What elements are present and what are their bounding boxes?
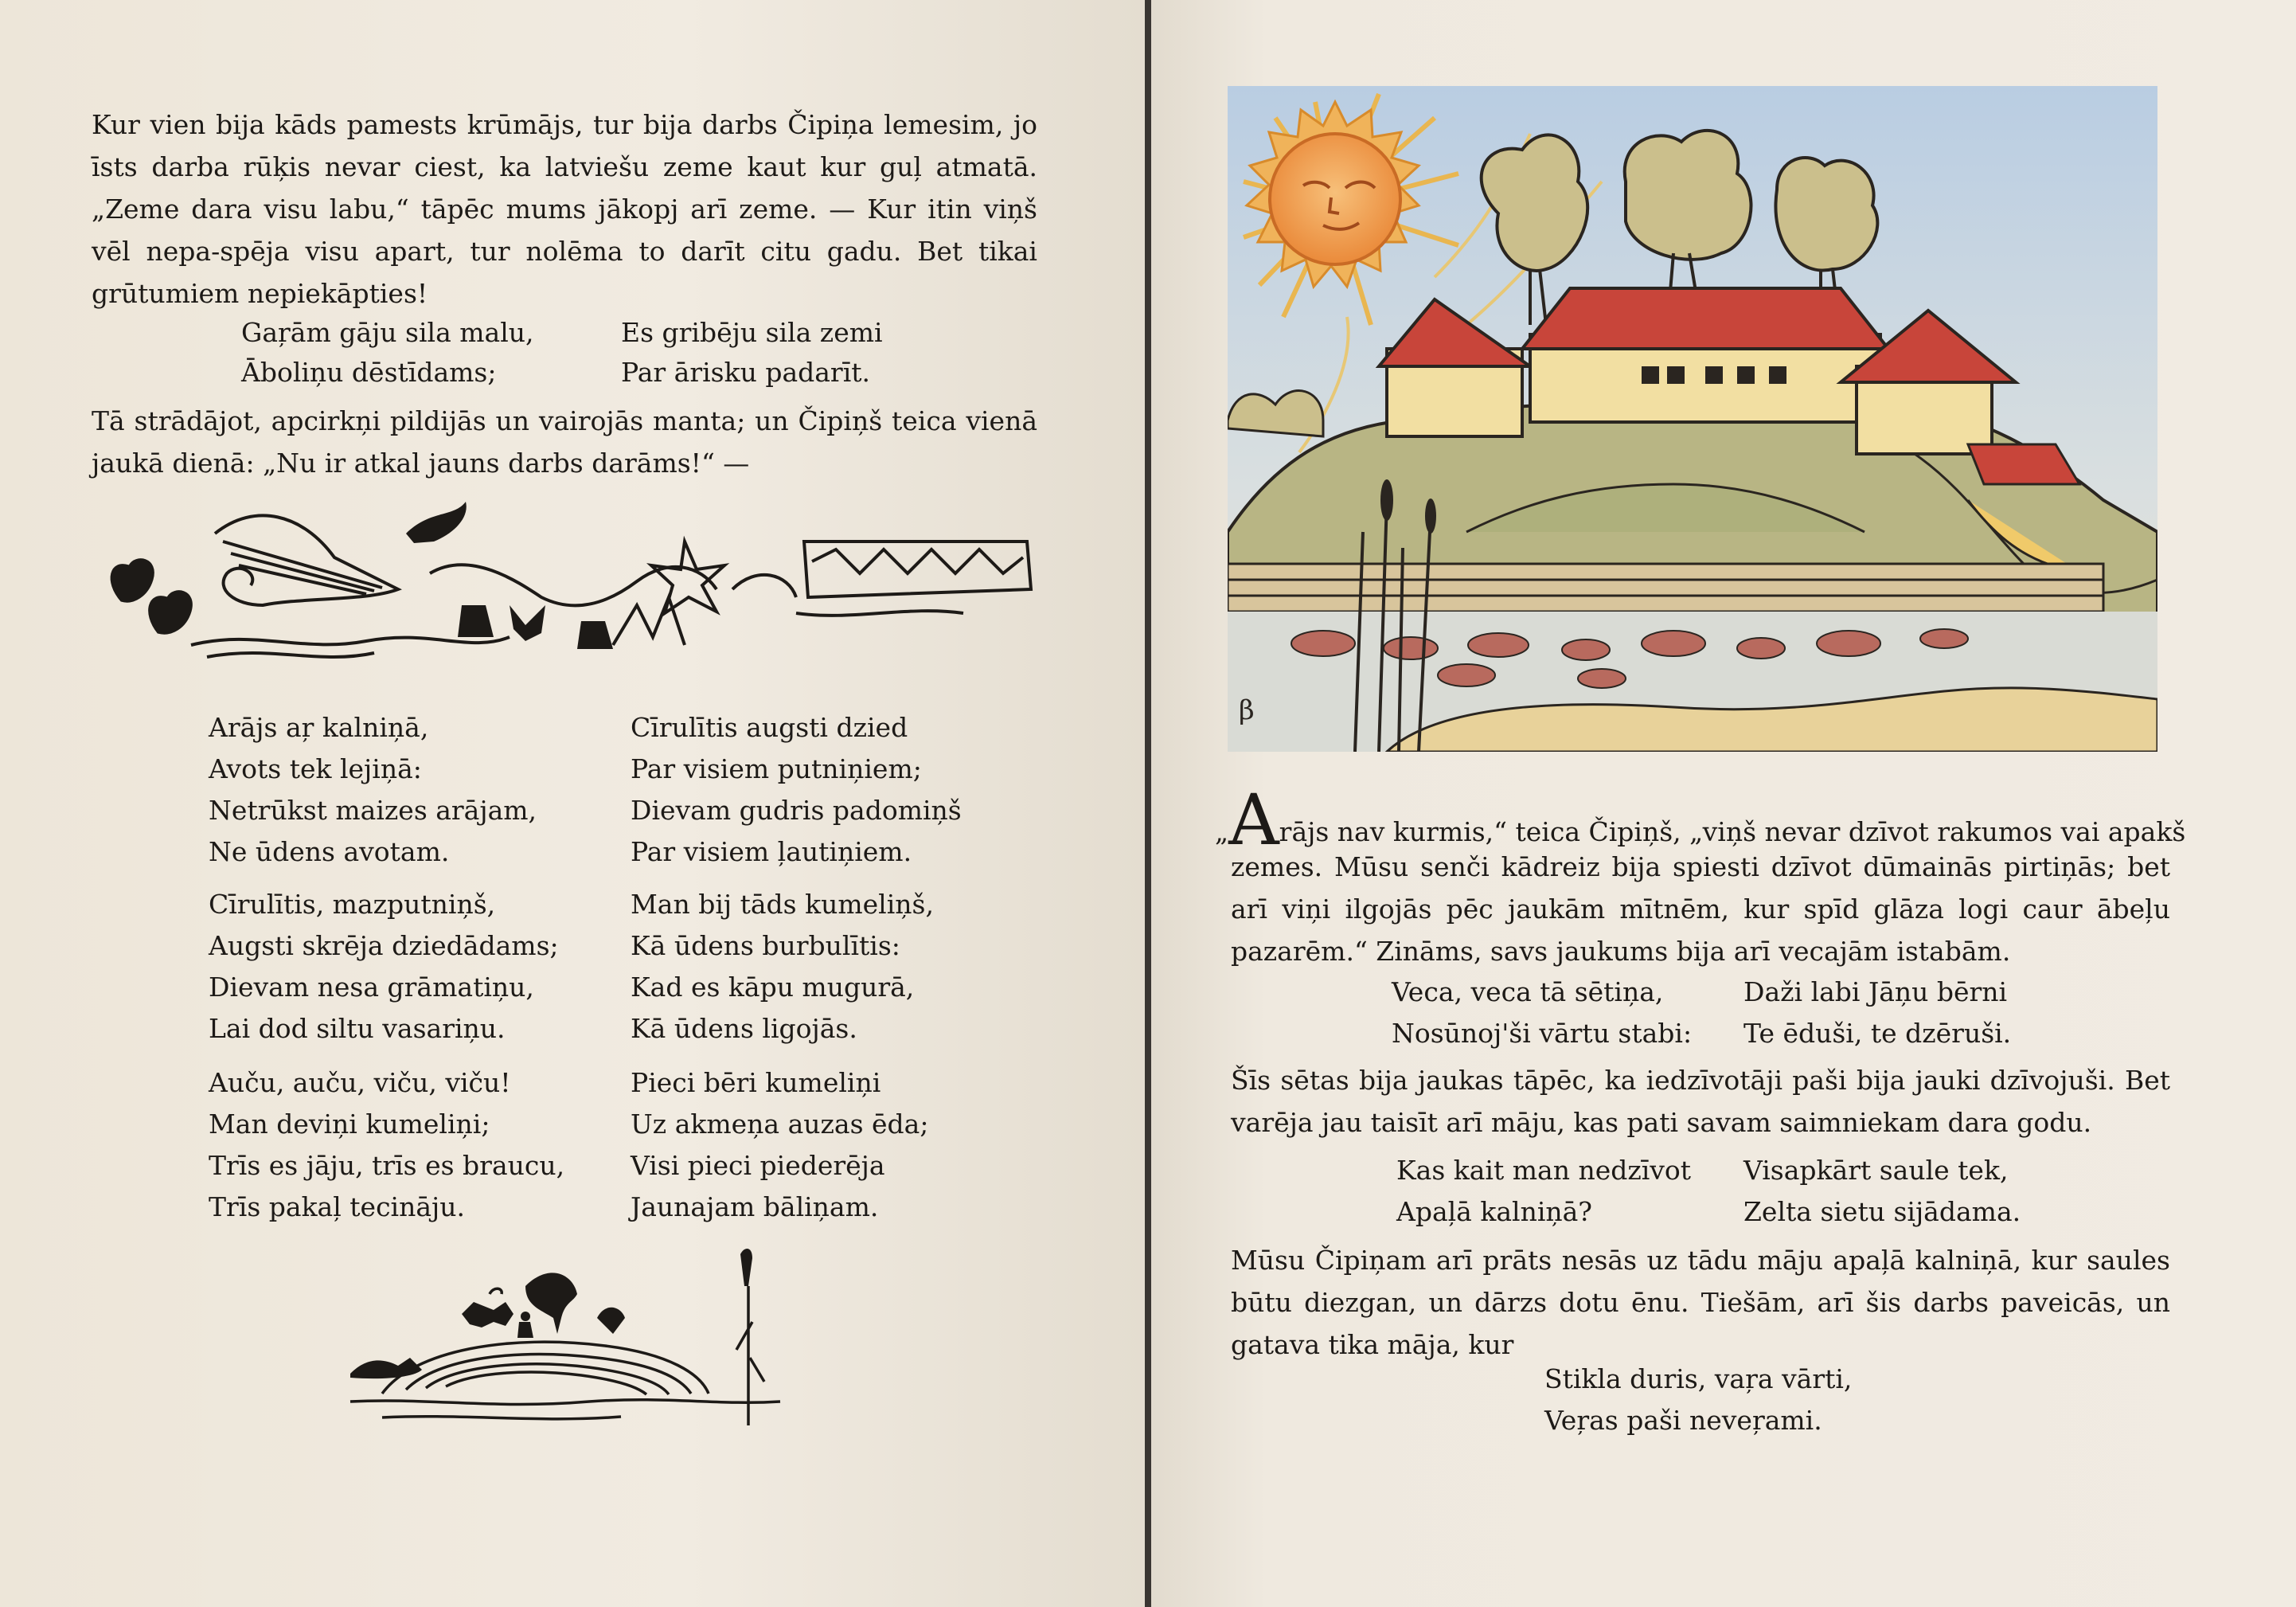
verse-line: Zelta sietu sijādama. bbox=[1743, 1196, 2021, 1227]
song-line: Cīrulītis augsti dzied bbox=[631, 712, 908, 743]
song-line: Auču, auču, viču, viču! bbox=[209, 1067, 511, 1098]
verse-line: Apaļā kalniņā? bbox=[1396, 1196, 1593, 1227]
left-paragraph-2: Tā strādājot, apcirkņi pildijās un vairojās manta; un Čipiņš teica vienā jaukā dienā: „Nu ir atkal jauns darbs darāms!“ — bbox=[92, 405, 1037, 479]
first-line-text: rājs nav kurmis,“ teica Čipiņš, „viņš nevar dzīvot rakumos vai apakš bbox=[1279, 816, 2186, 847]
song-line: Trīs pakaļ tecināju. bbox=[209, 1191, 466, 1222]
song-line: Dievam gudris padomiņš bbox=[631, 795, 962, 826]
right-paragraph-1-rest: zemes. Mūsu senči kādreiz bija spiesti dzīvot dūmainās pirtiņās; bet arī viņi ilgojās pēc jaukām mītnēm, kur spīd glāza logi caur ābeļu pazarēm.“ Zināms, savs jaukums bija arī vecajām istabām. bbox=[1231, 851, 2170, 967]
house-on-hill-illustration bbox=[1228, 86, 2157, 752]
opening-quote: „ bbox=[1215, 816, 1229, 847]
drop-cap: A bbox=[1228, 779, 1279, 861]
verse-line: Par ārisku padarīt. bbox=[621, 357, 871, 388]
song-line: Ne ūdens avotam. bbox=[209, 836, 450, 867]
verse-line: Nosūnoj'ši vārtu stabi: bbox=[1392, 1018, 1693, 1049]
song-line: Man deviņi kumeliņi; bbox=[209, 1108, 490, 1140]
song-line: Kad es kāpu mugurā, bbox=[631, 972, 915, 1003]
decorative-vignette-icon bbox=[96, 486, 1043, 685]
book-spine bbox=[1145, 0, 1151, 1607]
verse-line: Te ēduši, te dzēruši. bbox=[1743, 1018, 2012, 1049]
verse-line: Kas kait man nedzīvot bbox=[1396, 1155, 1692, 1186]
song-line: Man bij tāds kumeliņš, bbox=[631, 889, 934, 920]
left-paragraph-1: Kur vien bija kāds pamests krūmājs, tur bija darbs Čipiņa lemesim, jo īsts darba rūķis nevar ciest, ka latviešu zeme kaut kur guļ atmatā. „Zeme dara visu labu,“ tāpēc mums jākopj arī zeme. — Kur itin viņš vēl nepa-spēja visu apart, tur nolēma to darīt citu gadu. Bet tikai grūtumiem nepiekāpties! bbox=[92, 109, 1037, 309]
right-page bbox=[1151, 0, 2296, 1607]
verse-line: Āboliņu dēstīdams; bbox=[241, 357, 497, 388]
verse-line: Gaŗām gāju sila malu, bbox=[241, 317, 534, 348]
song-line: Uz akmeņa auzas ēda; bbox=[631, 1108, 929, 1140]
song-line: Jaunajam bāliņam. bbox=[631, 1191, 879, 1222]
song-line: Kā ūdens ligojās. bbox=[631, 1013, 857, 1044]
song-line: Visi pieci piederēja bbox=[631, 1150, 885, 1181]
song-line: Par visiem ļautiņiem. bbox=[631, 836, 912, 867]
song-line: Dievam nesa grāmatiņu, bbox=[209, 972, 534, 1003]
right-paragraph-2: Šīs sētas bija jaukas tāpēc, ka iedzīvotāji paši bija jauki dzīvojuši. Bet varēja jau taisīt arī māju, kas pati savam saimniekam dara godu. bbox=[1231, 1065, 2170, 1138]
song-line: Cīrulītis, mazputniņš, bbox=[209, 889, 496, 920]
song-line: Avots tek lejiņā: bbox=[209, 753, 422, 784]
ploughman-on-hill-icon bbox=[334, 1238, 812, 1437]
verse-line: Stikla duris, vaŗa vārti, bbox=[1544, 1363, 1853, 1394]
verse-line: Visapkārt saule tek, bbox=[1743, 1155, 2009, 1186]
verse-line: Veŗas paši neveŗami. bbox=[1544, 1405, 1822, 1436]
right-paragraph-3: Mūsu Čipiņam arī prāts nesās uz tādu māju apaļā kalniņā, kur saules būtu diezgan, un dārzs dotu ēnu. Tiešām, arī šis darbs paveicās, un gatava tika māja, kur bbox=[1231, 1245, 2170, 1360]
illustration-signature: β bbox=[1239, 694, 1255, 726]
verse-line: Es gribēju sila zemi bbox=[621, 317, 883, 348]
song-line: Arājs aŗ kalniņā, bbox=[209, 712, 429, 743]
verse-line: Veca, veca tā sētiņa, bbox=[1392, 976, 1664, 1007]
left-page bbox=[0, 0, 1145, 1607]
song-line: Kā ūdens burbulītis: bbox=[631, 930, 900, 961]
verse-line: Daži labi Jāņu bērni bbox=[1743, 976, 2008, 1007]
song-line: Netrūkst maizes arājam, bbox=[209, 795, 537, 826]
song-line: Trīs es jāju, trīs es braucu, bbox=[209, 1150, 565, 1181]
song-line: Augsti skrēja dziedādams; bbox=[209, 930, 559, 961]
song-line: Lai dod siltu vasariņu. bbox=[209, 1013, 506, 1044]
song-line: Par visiem putniņiem; bbox=[631, 753, 922, 784]
song-line: Pieci bēri kumeliņi bbox=[631, 1067, 881, 1098]
